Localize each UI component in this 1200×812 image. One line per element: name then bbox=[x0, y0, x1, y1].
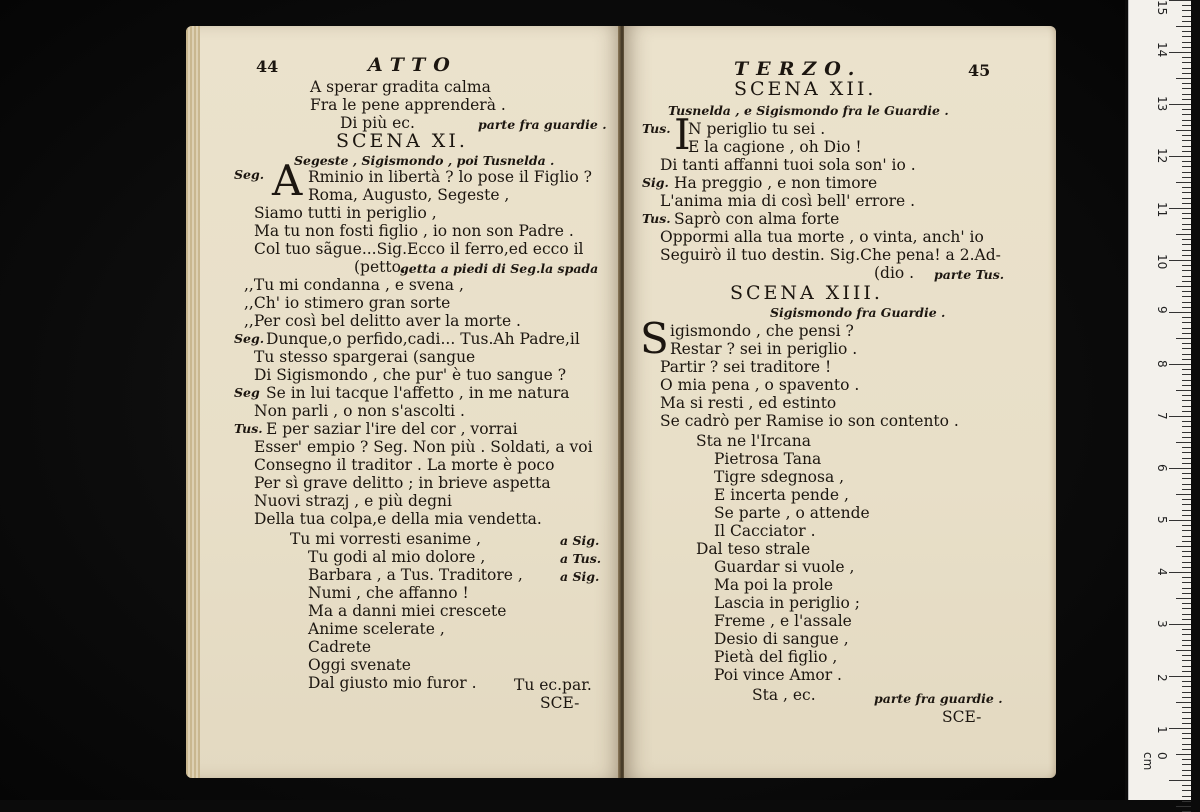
ruler-tick bbox=[1182, 718, 1191, 719]
ruler-number: 9 bbox=[1155, 306, 1169, 314]
ruler-number: 7 bbox=[1155, 412, 1169, 420]
ruler-tick bbox=[1169, 0, 1191, 1]
verse-line: Anime scelerate , bbox=[308, 620, 445, 638]
text-line: Nuovi strazj , e più degni bbox=[254, 492, 452, 510]
ruler-tick bbox=[1182, 515, 1191, 516]
ruler-tick bbox=[1182, 88, 1191, 89]
stage-note: parte fra guardie . bbox=[478, 117, 607, 132]
ruler-number: 1 bbox=[1155, 726, 1169, 734]
ruler-tick bbox=[1182, 775, 1191, 776]
text-line: Siamo tutti in periglio , bbox=[254, 204, 437, 222]
page-number: 44 bbox=[256, 57, 279, 76]
ruler-tick bbox=[1182, 177, 1191, 178]
text-line: Ma si resti , ed estinto bbox=[660, 394, 837, 412]
drop-cap: S bbox=[640, 314, 669, 363]
ruler-tick bbox=[1182, 577, 1191, 578]
ruler-tick bbox=[1182, 645, 1191, 646]
text-line: Col tuo sãgue...Sig.Ecco il ferro,ed ecco il bbox=[254, 240, 584, 258]
ruler-tick bbox=[1182, 68, 1191, 69]
catchword: SCE- bbox=[942, 708, 982, 726]
ruler-tick bbox=[1182, 608, 1191, 609]
ruler-tick bbox=[1182, 307, 1191, 308]
ruler-number: 4 bbox=[1155, 568, 1169, 576]
ruler-tick bbox=[1182, 120, 1191, 121]
ruler-tick bbox=[1182, 723, 1191, 724]
verse-line: Il Cacciator . bbox=[714, 522, 816, 540]
speaker-label: Seg. bbox=[234, 331, 265, 346]
ruler-tick bbox=[1182, 317, 1191, 318]
ruler-tick bbox=[1182, 198, 1191, 199]
ruler-tick bbox=[1182, 187, 1191, 188]
ruler-tick bbox=[1182, 801, 1191, 802]
ruler-tick bbox=[1182, 385, 1191, 386]
ruler-tick bbox=[1182, 432, 1191, 433]
ruler-tick bbox=[1182, 36, 1191, 37]
text-line: Ha preggio , e non timore bbox=[674, 174, 878, 192]
ruler-number: 12 bbox=[1155, 148, 1169, 164]
ruler-tick bbox=[1182, 738, 1191, 739]
text-line: Oppormi alla tua morte , o vinta, anch' io bbox=[660, 228, 984, 246]
ruler-tick bbox=[1169, 312, 1191, 313]
ruler-tick bbox=[1169, 572, 1191, 573]
ruler-tick bbox=[1182, 172, 1191, 173]
text-line: Di tanti affanni tuoi sola son' io . bbox=[660, 156, 916, 174]
verse-line: Poi vince Amor . bbox=[714, 666, 842, 684]
verse-line: Tu mi vorresti esanime , bbox=[290, 530, 482, 548]
verse-line: Ma a danni miei crescete bbox=[308, 602, 507, 620]
text-line: Se cadrò per Ramise io son contento . bbox=[660, 412, 959, 430]
verse-line: Pietrosa Tana bbox=[714, 450, 822, 468]
ruler-tick bbox=[1182, 42, 1191, 43]
ruler-tick bbox=[1176, 78, 1191, 79]
ruler-tick bbox=[1182, 707, 1191, 708]
ruler-tick bbox=[1176, 338, 1191, 339]
open-book bbox=[186, 26, 1056, 778]
text-line: Rminio in libertà ? lo pose il Figlio ? bbox=[308, 168, 592, 186]
ruler-tick bbox=[1182, 770, 1191, 771]
page-number: 45 bbox=[968, 61, 991, 80]
ruler-tick bbox=[1182, 296, 1191, 297]
ruler-tick bbox=[1182, 21, 1191, 22]
text-line: O mia pena , o spavento . bbox=[660, 376, 860, 394]
ruler-tick bbox=[1182, 140, 1191, 141]
ruler-tick bbox=[1182, 790, 1191, 791]
ruler-tick bbox=[1182, 671, 1191, 672]
ruler-number: 5 bbox=[1155, 516, 1169, 524]
ruler-tick bbox=[1182, 348, 1191, 349]
stage-note: Tu ec.par. bbox=[514, 676, 592, 694]
text-line: A sperar gradita calma bbox=[310, 78, 491, 96]
ruler-tick bbox=[1182, 322, 1191, 323]
verse-line: Oggi svenate bbox=[308, 656, 411, 674]
ruler-number: 2 bbox=[1155, 674, 1169, 682]
text-line: (dio . bbox=[874, 264, 915, 282]
ruler-tick bbox=[1182, 712, 1191, 713]
ruler-tick bbox=[1182, 94, 1191, 95]
text-line: Per sì grave delitto ; in brieve aspetta bbox=[254, 474, 551, 492]
ruler-tick bbox=[1182, 744, 1191, 745]
ruler-tick bbox=[1169, 52, 1191, 53]
ruler-tick bbox=[1182, 114, 1191, 115]
ruler-tick bbox=[1182, 692, 1191, 693]
text-line: Saprò con alma forte bbox=[674, 210, 840, 228]
verse-line: Lascia in periglio ; bbox=[714, 594, 860, 612]
ruler-tick bbox=[1182, 556, 1191, 557]
ruler-tick bbox=[1182, 640, 1191, 641]
ruler-tick bbox=[1182, 125, 1191, 126]
ruler-tick bbox=[1182, 395, 1191, 396]
ruler-tick bbox=[1182, 421, 1191, 422]
ruler-tick bbox=[1182, 510, 1191, 511]
ruler-tick bbox=[1182, 437, 1191, 438]
ruler-tick bbox=[1169, 624, 1191, 625]
text-line: Roma, Augusto, Segeste , bbox=[308, 186, 510, 204]
ruler-tick bbox=[1169, 468, 1191, 469]
ruler-tick bbox=[1176, 26, 1191, 27]
text-line: Dunque,o perfido,cadi... Tus.Ah Padre,il bbox=[266, 330, 580, 348]
stage-note: parte fra guardie . bbox=[874, 691, 1003, 706]
scene-characters: Segeste , Sigismondo , poi Tusnelda . bbox=[294, 153, 555, 168]
verse-line: Cadrete bbox=[308, 638, 372, 656]
text-line: Partir ? sei traditore ! bbox=[660, 358, 832, 376]
ruler-tick bbox=[1182, 478, 1191, 479]
ruler-tick bbox=[1182, 244, 1191, 245]
text-line: Se in lui tacque l'affetto , in me natura bbox=[266, 384, 570, 402]
ruler-number: 0 cm bbox=[1141, 752, 1169, 771]
text-line: Di Sigismondo , che pur' è tuo sangue ? bbox=[254, 366, 567, 384]
ruler-tick bbox=[1176, 442, 1191, 443]
text-line: (petto. bbox=[354, 258, 406, 276]
ruler-tick bbox=[1182, 541, 1191, 542]
ruler-tick bbox=[1169, 520, 1191, 521]
ruler-tick bbox=[1176, 494, 1191, 495]
ruler-number: 6 bbox=[1155, 464, 1169, 472]
ruler-tick bbox=[1182, 463, 1191, 464]
ruler-tick bbox=[1182, 473, 1191, 474]
ruler-tick bbox=[1182, 681, 1191, 682]
ruler-tick bbox=[1182, 411, 1191, 412]
text-line: Tu stesso spargerai (sangue bbox=[254, 348, 476, 366]
right-page bbox=[624, 26, 1056, 778]
ruler-tick bbox=[1182, 374, 1191, 375]
scene-characters: Sigismondo fra Guardie . bbox=[770, 305, 946, 320]
ruler-tick bbox=[1182, 31, 1191, 32]
ruler-tick bbox=[1182, 614, 1191, 615]
ruler-tick bbox=[1182, 733, 1191, 734]
stage-note: getta a piedi di Seg.la spada bbox=[400, 261, 599, 276]
ruler-tick bbox=[1182, 62, 1191, 63]
ruler-tick bbox=[1182, 458, 1191, 459]
ruler-tick bbox=[1182, 655, 1191, 656]
ruler-tick bbox=[1176, 234, 1191, 235]
ruler-tick bbox=[1182, 239, 1191, 240]
verse-line: E incerta pende , bbox=[714, 486, 849, 504]
verse-line: Desio di sangue , bbox=[714, 630, 849, 648]
ruler-tick bbox=[1182, 265, 1191, 266]
ruler-tick bbox=[1182, 302, 1191, 303]
verse-line: Freme , e l'assale bbox=[714, 612, 852, 630]
verse-line: Dal teso strale bbox=[696, 540, 811, 558]
text-line: Restar ? sei in periglio . bbox=[670, 340, 858, 358]
ruler-tick bbox=[1182, 369, 1191, 370]
ruler-tick bbox=[1182, 530, 1191, 531]
ruler-tick bbox=[1182, 229, 1191, 230]
ruler-tick bbox=[1182, 504, 1191, 505]
ruler-tick bbox=[1182, 759, 1191, 760]
ruler-tick bbox=[1182, 10, 1191, 11]
ruler-number: 13 bbox=[1155, 96, 1169, 112]
ruler-tick bbox=[1182, 291, 1191, 292]
speaker-label: Seg. bbox=[234, 167, 265, 182]
drop-cap: A bbox=[272, 156, 303, 205]
ruler-tick bbox=[1182, 203, 1191, 204]
ruler-tick bbox=[1182, 224, 1191, 225]
ruler-tick bbox=[1182, 764, 1191, 765]
ruler-tick bbox=[1182, 47, 1191, 48]
verse-line: Pietà del figlio , bbox=[714, 648, 838, 666]
ruler-tick bbox=[1182, 489, 1191, 490]
text-line: Esser' empio ? Seg. Non più . Soldati, a voi bbox=[254, 438, 593, 456]
ruler-tick bbox=[1182, 218, 1191, 219]
ruler-tick bbox=[1182, 380, 1191, 381]
ruler-tick bbox=[1169, 676, 1191, 677]
text-line: L'anima mia di così bell' errore . bbox=[660, 192, 916, 210]
ruler-tick bbox=[1176, 390, 1191, 391]
ruler-tick bbox=[1182, 588, 1191, 589]
ruler-tick bbox=[1182, 333, 1191, 334]
ruler-tick bbox=[1182, 697, 1191, 698]
ruler-tick bbox=[1182, 161, 1191, 162]
speaker-label: Sig. bbox=[642, 175, 669, 190]
text-line: Fra le pene apprenderà . bbox=[310, 96, 506, 114]
ruler-tick bbox=[1182, 551, 1191, 552]
ruler-tick bbox=[1182, 354, 1191, 355]
ruler-tick bbox=[1182, 57, 1191, 58]
ruler-tick bbox=[1176, 806, 1191, 807]
verse-line: Dal giusto mio furor . bbox=[308, 674, 477, 692]
measuring-ruler bbox=[1128, 0, 1191, 800]
ruler-number: 3 bbox=[1155, 620, 1169, 628]
ruler-tick bbox=[1182, 660, 1191, 661]
running-head: ATTO bbox=[368, 54, 458, 76]
ruler-tick bbox=[1182, 499, 1191, 500]
verse-line: Ma poi la prole bbox=[714, 576, 834, 594]
ruler-tick bbox=[1182, 686, 1191, 687]
ruler-tick bbox=[1169, 156, 1191, 157]
ruler-tick bbox=[1176, 650, 1191, 651]
text-line: E per saziar l'ire del cor , vorrai bbox=[266, 420, 518, 438]
verse-line: Sta , ec. bbox=[752, 686, 816, 704]
ruler-tick bbox=[1182, 634, 1191, 635]
speaker-label: Seg bbox=[234, 385, 260, 400]
text-line: ,,Per così bel delitto aver la morte . bbox=[244, 312, 521, 330]
text-line: Seguirò il tuo destin. Sig.Che pena! a 2.Ad- bbox=[660, 246, 1001, 264]
ruler-number: 11 bbox=[1155, 202, 1169, 218]
ruler-tick bbox=[1182, 603, 1191, 604]
ruler-number: 15 bbox=[1155, 0, 1169, 16]
ruler-tick bbox=[1176, 754, 1191, 755]
ruler-tick bbox=[1176, 702, 1191, 703]
ruler-tick bbox=[1182, 213, 1191, 214]
ruler-tick bbox=[1182, 400, 1191, 401]
text-line: ,,Ch' io stimero gran sorte bbox=[244, 294, 451, 312]
ruler-tick bbox=[1182, 343, 1191, 344]
ruler-tick bbox=[1182, 255, 1191, 256]
ruler-tick bbox=[1182, 406, 1191, 407]
ruler-tick bbox=[1182, 135, 1191, 136]
verse-line: Barbara , a Tus. Traditore , bbox=[308, 566, 523, 584]
ruler-tick bbox=[1182, 426, 1191, 427]
verse-line: Tigre sdegnosa , bbox=[714, 468, 845, 486]
ruler-tick bbox=[1182, 250, 1191, 251]
ruler-tick bbox=[1182, 328, 1191, 329]
ruler-tick bbox=[1182, 16, 1191, 17]
scene-heading: SCENA XI. bbox=[336, 130, 468, 152]
ruler-tick bbox=[1182, 447, 1191, 448]
text-line: ,,Tu mi condanna , e svena , bbox=[244, 276, 464, 294]
ruler-tick bbox=[1182, 666, 1191, 667]
speaker-label: Tus. bbox=[642, 121, 671, 136]
ruler-tick bbox=[1176, 598, 1191, 599]
text-line: igismondo , che pensi ? bbox=[670, 322, 854, 340]
ruler-tick bbox=[1182, 192, 1191, 193]
ruler-number: 8 bbox=[1155, 360, 1169, 368]
text-line: E la cagione , oh Dio ! bbox=[688, 138, 862, 156]
stage-note: a Sig. bbox=[560, 569, 600, 584]
ruler-tick bbox=[1169, 104, 1191, 105]
ruler-tick bbox=[1182, 619, 1191, 620]
left-page bbox=[186, 26, 622, 778]
ruler-tick bbox=[1182, 270, 1191, 271]
ruler-tick bbox=[1182, 281, 1191, 282]
ruler-tick bbox=[1176, 546, 1191, 547]
ruler-tick bbox=[1182, 562, 1191, 563]
ruler-tick bbox=[1182, 359, 1191, 360]
ruler-number: 10 bbox=[1155, 254, 1169, 270]
text-line: N periglio tu sei . bbox=[688, 120, 826, 138]
stage-note: a Sig. bbox=[560, 533, 600, 548]
ruler-tick bbox=[1182, 73, 1191, 74]
scene-heading: SCENA XII. bbox=[734, 78, 877, 100]
text-line: Ma tu non fosti figlio , io non son Padre . bbox=[254, 222, 574, 240]
ruler-tick bbox=[1182, 151, 1191, 152]
ruler-tick bbox=[1182, 629, 1191, 630]
ruler-tick bbox=[1182, 276, 1191, 277]
ruler-tick bbox=[1182, 99, 1191, 100]
text-line: Consegno il traditor . La morte è poco bbox=[254, 456, 555, 474]
ruler-tick bbox=[1169, 260, 1191, 261]
verse-line: Se parte , o attende bbox=[714, 504, 870, 522]
ruler-tick bbox=[1182, 749, 1191, 750]
ruler-tick bbox=[1176, 286, 1191, 287]
ruler-tick bbox=[1169, 780, 1191, 781]
ruler-number: 14 bbox=[1155, 42, 1169, 58]
ruler-tick bbox=[1182, 484, 1191, 485]
verse-line: Sta ne l'Ircana bbox=[696, 432, 811, 450]
text-line: Della tua colpa,e della mia vendetta. bbox=[254, 510, 542, 528]
text-line: Non parli , o non s'ascolti . bbox=[254, 402, 465, 420]
ruler-tick bbox=[1182, 567, 1191, 568]
ruler-tick bbox=[1169, 364, 1191, 365]
scene-heading: SCENA XIII. bbox=[730, 282, 883, 304]
running-head: TERZO. bbox=[734, 58, 863, 80]
ruler-tick bbox=[1182, 796, 1191, 797]
ruler-tick bbox=[1182, 83, 1191, 84]
text-line: Di più ec. bbox=[340, 114, 415, 132]
speaker-label: Tus. bbox=[234, 421, 263, 436]
ruler-tick bbox=[1182, 525, 1191, 526]
ruler-tick bbox=[1182, 452, 1191, 453]
ruler-tick bbox=[1182, 593, 1191, 594]
speaker-label: Tus. bbox=[642, 211, 671, 226]
ruler-tick bbox=[1176, 130, 1191, 131]
ruler-tick bbox=[1182, 146, 1191, 147]
verse-line: Numi , che affanno ! bbox=[308, 584, 469, 602]
drop-cap: I bbox=[674, 110, 691, 159]
ruler-tick bbox=[1169, 728, 1191, 729]
ruler-tick bbox=[1182, 785, 1191, 786]
verse-line: Tu godi al mio dolore , bbox=[308, 548, 486, 566]
ruler-tick bbox=[1182, 536, 1191, 537]
stage-note: a Tus. bbox=[560, 551, 602, 566]
stage-note: parte Tus. bbox=[934, 267, 1005, 282]
catchword: SCE- bbox=[540, 694, 580, 712]
ruler-tick bbox=[1176, 182, 1191, 183]
ruler-tick bbox=[1182, 582, 1191, 583]
ruler-tick bbox=[1182, 109, 1191, 110]
ruler-tick bbox=[1169, 416, 1191, 417]
verse-line: Guardar si vuole , bbox=[714, 558, 855, 576]
ruler-tick bbox=[1182, 5, 1191, 6]
ruler-tick bbox=[1169, 208, 1191, 209]
ruler-tick bbox=[1182, 166, 1191, 167]
scene-characters: Tusnelda , e Sigismondo fra le Guardie . bbox=[668, 103, 949, 118]
